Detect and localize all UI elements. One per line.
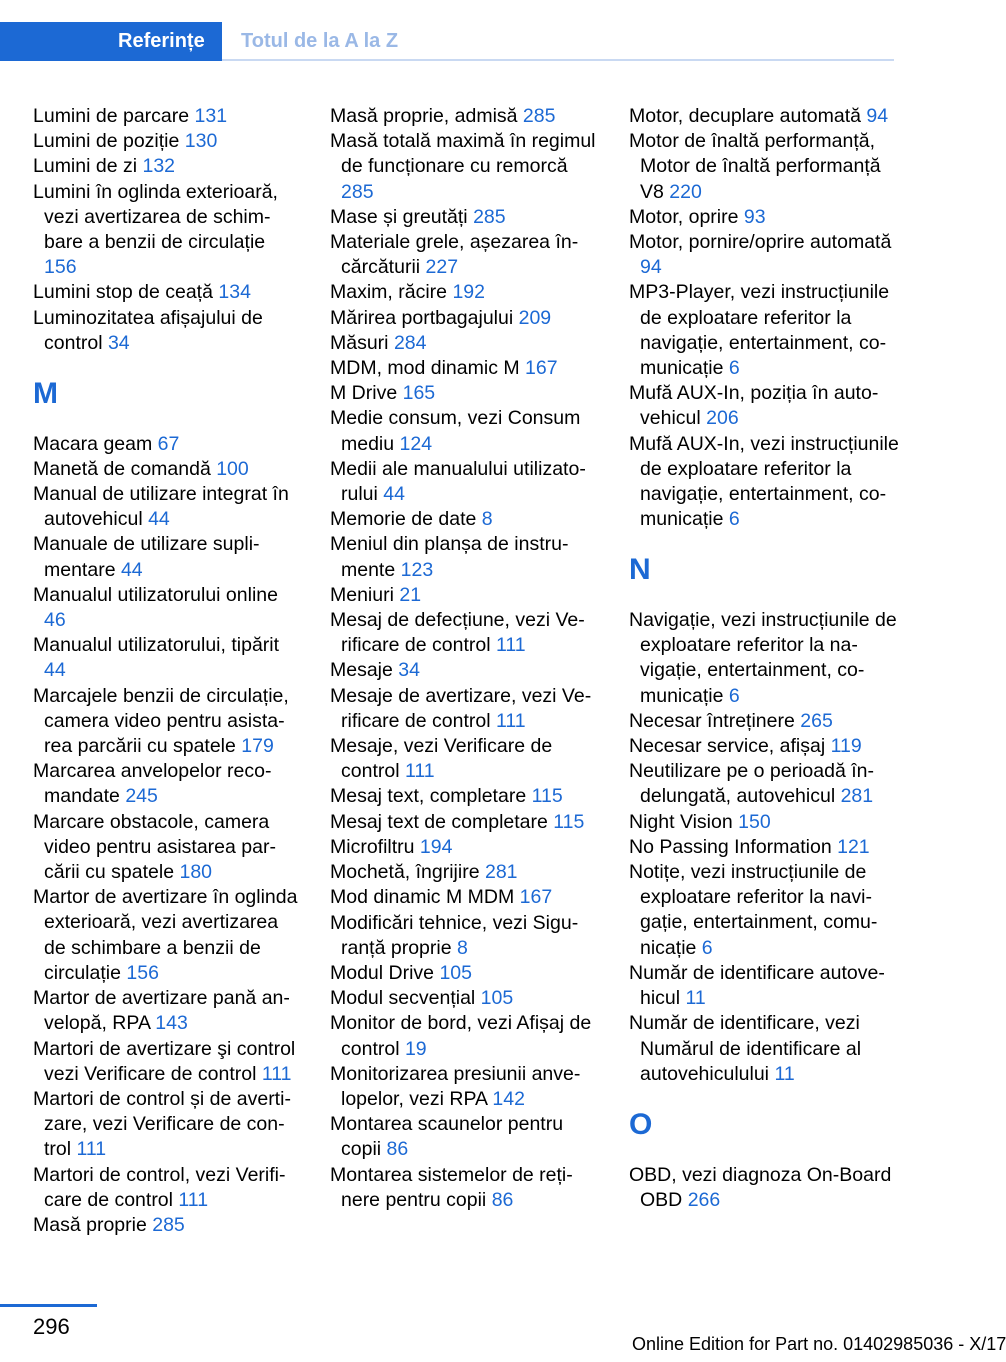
- index-entry-text: MDM, mod dinamic M: [330, 357, 526, 380]
- index-entry: [330, 961, 600, 986]
- index-entry-text: Monitor de bord, vezi Afișaj de control: [330, 1012, 592, 1060]
- page-number: 296: [33, 1314, 70, 1339]
- index-entry-text: Număr de identificare, vezi Numărul de identificare al autovehiculului: [629, 1012, 862, 1085]
- index-entry-text: Mesaj de defecțiune, vezi Verificare de control: [330, 609, 585, 657]
- index-entry-text: Night Vision: [629, 810, 739, 833]
- page-link[interactable]: 115: [553, 810, 585, 833]
- page-link[interactable]: 34: [398, 659, 420, 682]
- index-entry-text: Microfiltru: [330, 835, 420, 858]
- index-entry: [330, 507, 600, 532]
- page-link[interactable]: 11: [685, 987, 706, 1010]
- index-entry: [330, 986, 600, 1011]
- page-link[interactable]: 156: [126, 961, 159, 984]
- tab-a-to-z[interactable]: Totul de la A la Z: [241, 30, 399, 52]
- index-entry-text: Meniuri: [330, 583, 400, 606]
- index-entry-text: Motor, oprire: [629, 205, 744, 228]
- index-entry: [629, 1163, 904, 1213]
- header-divider: [222, 59, 894, 61]
- index-entry: [629, 608, 904, 709]
- index-entry: [629, 709, 904, 734]
- index-entry: [33, 306, 303, 356]
- index-entry-text: Masă proprie: [33, 1213, 153, 1236]
- index-entry-text: Lumini stop de ceață: [33, 281, 219, 304]
- page-link[interactable]: 8: [481, 508, 493, 531]
- page-link[interactable]: 131: [194, 105, 228, 127]
- page-link[interactable]: 94: [866, 105, 889, 127]
- page-link[interactable]: 111: [261, 1062, 292, 1085]
- index-entry: [629, 432, 904, 533]
- index-entry: [629, 810, 904, 835]
- index-entry-text: Manualul utilizatorului, tipărit: [33, 634, 280, 657]
- index-entry-text: Mase și greutăți: [330, 205, 474, 228]
- index-entry: [330, 532, 600, 582]
- page-link[interactable]: 206: [706, 407, 739, 430]
- page-link[interactable]: 156: [44, 256, 77, 279]
- index-entry: [330, 1163, 600, 1213]
- index-entry-text: Medie consum, vezi Consum mediu: [330, 407, 581, 455]
- page-link[interactable]: 6: [728, 684, 740, 707]
- index-entry: [33, 633, 303, 683]
- page-link[interactable]: 121: [837, 835, 870, 858]
- page-link[interactable]: 209: [518, 306, 552, 329]
- index-entry-text: M Drive: [330, 382, 403, 405]
- index-entry-text: Mod dinamic M MDM: [330, 886, 520, 909]
- index-entry-text: Necesar întreținere: [629, 709, 801, 732]
- index-column-3: [629, 104, 904, 1213]
- page-link[interactable]: 142: [492, 1087, 525, 1110]
- page-link[interactable]: 111: [495, 709, 526, 732]
- index-entry: [33, 1163, 303, 1213]
- page-link[interactable]: 34: [107, 331, 130, 354]
- index-entry: [33, 432, 303, 457]
- page-link[interactable]: 94: [640, 256, 662, 279]
- page-link[interactable]: 105: [439, 961, 472, 984]
- index-entry: [330, 911, 600, 961]
- index-entry: [33, 583, 303, 633]
- page-link[interactable]: 220: [669, 180, 702, 203]
- index-entry-text: Maxim, răcire: [330, 281, 453, 304]
- index-entry-text: Motor de înaltă performanță, Motor de înaltă performanță V8: [629, 130, 881, 203]
- index-entry-text: Lumini de zi: [33, 155, 143, 178]
- section-letter: M: [33, 377, 58, 411]
- index-entry: [629, 381, 904, 431]
- page-link[interactable]: 285: [152, 1213, 185, 1236]
- index-entry: [330, 457, 600, 507]
- index-entry-text: Necesar service, afișaj: [629, 735, 831, 758]
- page-link[interactable]: 150: [738, 810, 771, 833]
- index-entry: [33, 810, 303, 886]
- index-entry: [629, 104, 904, 129]
- index-entry: [33, 532, 303, 582]
- page-link[interactable]: 111: [76, 1138, 107, 1161]
- page-link[interactable]: 19: [404, 1037, 427, 1060]
- index-entry-text: Lumini de parcare: [33, 105, 195, 127]
- index-entry-text: Mufă AUX-In, poziția în autovehicul: [629, 382, 879, 430]
- page-link[interactable]: 180: [179, 861, 213, 884]
- index-entry: [330, 356, 600, 381]
- index-entry-text: Memorie de date: [330, 508, 482, 531]
- index-entry-text: Manetă de comandă: [33, 457, 217, 480]
- page-link[interactable]: 67: [157, 432, 180, 455]
- page-link[interactable]: 44: [120, 558, 143, 581]
- page-link[interactable]: 285: [473, 205, 506, 228]
- index-entry: [330, 381, 600, 406]
- index-entry-text: Navigație, vezi instrucțiunile de exploatare referitor la navigație, entertainment, comunicație: [629, 609, 897, 707]
- index-entry-text: Marcare obstacole, camera video pentru asistarea parcării cu spatele: [33, 810, 276, 884]
- index-entry: [629, 230, 904, 280]
- index-entry-text: Masă totală maximă în regimul de funcționare cu remorcă: [330, 130, 596, 178]
- page-link[interactable]: 6: [701, 936, 713, 959]
- index-entry-text: Mesaje de avertizare, vezi Verificare de control: [330, 684, 592, 732]
- index-entry: [330, 835, 600, 860]
- index-entry-text: Măsuri: [330, 331, 394, 354]
- index-entry: [330, 280, 600, 305]
- page-link[interactable]: 11: [774, 1062, 795, 1085]
- index-entry: [33, 986, 303, 1036]
- index-entry-text: Martori de control, vezi Verificare de control: [33, 1163, 286, 1211]
- index-entry: [33, 482, 303, 532]
- page-link[interactable]: 285: [341, 180, 374, 203]
- index-entry: [33, 457, 303, 482]
- page-link[interactable]: 44: [148, 508, 170, 531]
- index-entry: [629, 759, 904, 809]
- index-entry-text: Modul secvențial: [330, 987, 481, 1010]
- index-entry: [629, 734, 904, 759]
- index-entry: [33, 180, 303, 281]
- page-link[interactable]: 86: [491, 1188, 514, 1211]
- index-column-2: [330, 104, 600, 1213]
- index-entry: [33, 1087, 303, 1163]
- page-link[interactable]: 192: [452, 281, 485, 304]
- index-entry: [330, 406, 600, 456]
- index-entry: [330, 129, 600, 205]
- index-entry-text: Materiale grele, așezarea încărcăturii: [330, 231, 579, 279]
- page-link[interactable]: 105: [480, 987, 514, 1010]
- index-entry-text: Mesaje: [330, 659, 399, 682]
- index-entry: [330, 1112, 600, 1162]
- page-link[interactable]: 167: [525, 357, 558, 380]
- index-entry-text: Număr de identificare autovehicul: [629, 961, 885, 1010]
- index-entry-text: Lumini de poziție: [33, 130, 185, 153]
- page-header: [0, 0, 960, 64]
- page-link[interactable]: 46: [44, 609, 66, 632]
- page-link[interactable]: 100: [216, 457, 249, 480]
- footer-divider: [0, 1304, 97, 1307]
- index-entry-text: Medii ale manualului utilizatorului: [330, 457, 586, 506]
- index-entry-text: Meniul din planșa de instrumente: [330, 533, 569, 581]
- index-entry-text: Martor de avertizare pană anvelopă, RPA: [33, 987, 290, 1035]
- index-entry: [330, 230, 600, 280]
- index-entry: [629, 280, 904, 381]
- page-link[interactable]: 115: [531, 785, 563, 808]
- index-entry: [330, 608, 600, 658]
- page-link[interactable]: 6: [728, 508, 740, 531]
- index-entry-text: Neutilizare pe o perioadă îndelungată, autovehicul: [629, 760, 874, 808]
- index-entry-text: OBD, vezi diagnoza On-Board OBD: [629, 1163, 892, 1211]
- index-entry: [330, 734, 600, 784]
- index-entry: [330, 810, 600, 835]
- index-entry: [330, 860, 600, 885]
- page-link[interactable]: 165: [402, 382, 436, 405]
- index-entry-text: Mărirea portbagajului: [330, 306, 519, 329]
- page-link[interactable]: 111: [404, 760, 435, 783]
- page-link[interactable]: 93: [743, 205, 766, 228]
- page-link[interactable]: 111: [495, 634, 526, 657]
- page-link[interactable]: 265: [800, 709, 833, 732]
- page-link[interactable]: 123: [400, 558, 434, 581]
- page-link[interactable]: 179: [241, 735, 274, 758]
- index-entry: [330, 104, 600, 129]
- page-link[interactable]: 124: [399, 432, 433, 455]
- index-entry: [330, 306, 600, 331]
- index-entry-text: Marcajele benzii de circulație, camera video pentru asistarea parcării cu spatele: [33, 684, 289, 758]
- page-link[interactable]: 44: [383, 483, 405, 506]
- page-link[interactable]: 111: [178, 1188, 209, 1211]
- page-link[interactable]: 132: [142, 155, 176, 178]
- section-letter: N: [629, 553, 651, 587]
- page-link[interactable]: 8: [456, 936, 468, 959]
- page-link[interactable]: 285: [522, 105, 556, 127]
- index-entry-text: Martori de avertizare şi control vezi Verificare de control: [33, 1037, 296, 1085]
- index-entry-text: Manuale de utilizare suplimentare: [33, 533, 260, 581]
- index-entry: [33, 684, 303, 760]
- index-entry: [330, 1011, 600, 1061]
- index-entry: [330, 885, 600, 910]
- index-column-1: [33, 104, 303, 1238]
- index-entry-text: Macara geam: [33, 432, 158, 455]
- index-entry-text: No Passing Information: [629, 835, 838, 858]
- index-entry-text: Montarea sistemelor de reținere pentru copii: [330, 1163, 573, 1211]
- tab-references[interactable]: Referințe: [0, 22, 222, 61]
- page-link[interactable]: 86: [386, 1138, 409, 1161]
- index-entry: [33, 759, 303, 809]
- page-link[interactable]: 119: [830, 735, 862, 758]
- section-letter: O: [629, 1107, 653, 1141]
- edition-text: Online Edition for Part no. 01402985036 - X/17: [632, 1334, 1006, 1354]
- index-entry-text: Lumini în oglinda exterioară, vezi avertizarea de schimbare a benzii de circulație: [33, 180, 278, 254]
- index-entry-text: Montarea scaunelor pentru copii: [330, 1113, 564, 1161]
- index-entry-text: Monitorizarea presiunii anvelopelor, vezi RPA: [330, 1062, 581, 1110]
- page-link[interactable]: 21: [399, 583, 422, 606]
- index-entry-text: Luminozitatea afișajului de control: [33, 306, 263, 354]
- index-entry: [629, 835, 904, 860]
- index-entry: [33, 104, 303, 129]
- page-link[interactable]: 245: [125, 785, 158, 808]
- index-entry: [33, 1213, 303, 1238]
- index-entry-text: Martori de control și de avertizare, vezi Verificare de control: [33, 1087, 291, 1161]
- page-link[interactable]: 167: [519, 886, 553, 909]
- index-entry: [629, 129, 904, 205]
- index-entry-text: Mufă AUX-In, vezi instrucțiunile de exploatare referitor la navigație, entertainment, comunicație: [629, 432, 899, 531]
- index-entry-text: MP3-Player, vezi instrucțiunile de exploatare referitor la navigație, entertainment, comunicație: [629, 281, 890, 380]
- index-entry: [33, 280, 303, 305]
- index-entry: [330, 1062, 600, 1112]
- page-link[interactable]: 134: [218, 281, 251, 304]
- index-entry: [33, 1037, 303, 1087]
- index-entry: [629, 205, 904, 230]
- index-entry-text: Modul Drive: [330, 961, 440, 984]
- page-link[interactable]: 130: [184, 130, 218, 153]
- page-link[interactable]: 281: [484, 861, 518, 884]
- index-entry-text: Modificări tehnice, vezi Siguranță proprie: [330, 911, 579, 959]
- index-entry: [629, 961, 904, 1011]
- index-entry: [330, 331, 600, 356]
- index-entry-text: Martor de avertizare în oglinda exterioară, vezi avertizarea de schimbare a benzii de circulație: [33, 886, 298, 984]
- index-entry: [330, 583, 600, 608]
- index-entry-text: Mochetă, îngrijire: [330, 861, 485, 884]
- page-link[interactable]: 6: [728, 357, 740, 380]
- index-entry-text: Manualul utilizatorului online: [33, 583, 278, 606]
- page-link[interactable]: 266: [687, 1188, 721, 1211]
- index-entry-text: Masă proprie, admisă: [330, 105, 523, 127]
- index-entry: [33, 154, 303, 179]
- page-link[interactable]: 227: [425, 256, 459, 279]
- page-link[interactable]: 143: [155, 1012, 188, 1035]
- index-entry: [330, 658, 600, 683]
- index-entry-text: Motor, decuplare automată: [629, 105, 867, 127]
- index-entry: [330, 784, 600, 809]
- index-entry-text: Mesaje, vezi Verificare de control: [330, 735, 553, 783]
- index-entry: [629, 860, 904, 961]
- index-entry: [33, 885, 303, 986]
- page-link[interactable]: 281: [840, 785, 874, 808]
- index-entry-text: Notițe, vezi instrucțiunile de exploatare referitor la navigație, entertainment, comunicație: [629, 861, 878, 959]
- index-entry: [33, 129, 303, 154]
- index-entry: [330, 684, 600, 734]
- page-link[interactable]: 44: [44, 659, 66, 682]
- index-entry-text: Manual de utilizare integrat în autovehicul: [33, 483, 289, 531]
- index-entry-text: Motor, pornire/oprire automată: [629, 231, 892, 254]
- page-link[interactable]: 284: [393, 331, 427, 354]
- index-entry: [330, 205, 600, 230]
- index-entry-text: Marcarea anvelopelor recomandate: [33, 760, 272, 808]
- index-entry-text: Mesaj text, completare: [330, 785, 532, 808]
- index-entry-text: Mesaj text de completare: [330, 810, 554, 833]
- page-link[interactable]: 194: [419, 835, 453, 858]
- index-entry: [629, 1011, 904, 1087]
